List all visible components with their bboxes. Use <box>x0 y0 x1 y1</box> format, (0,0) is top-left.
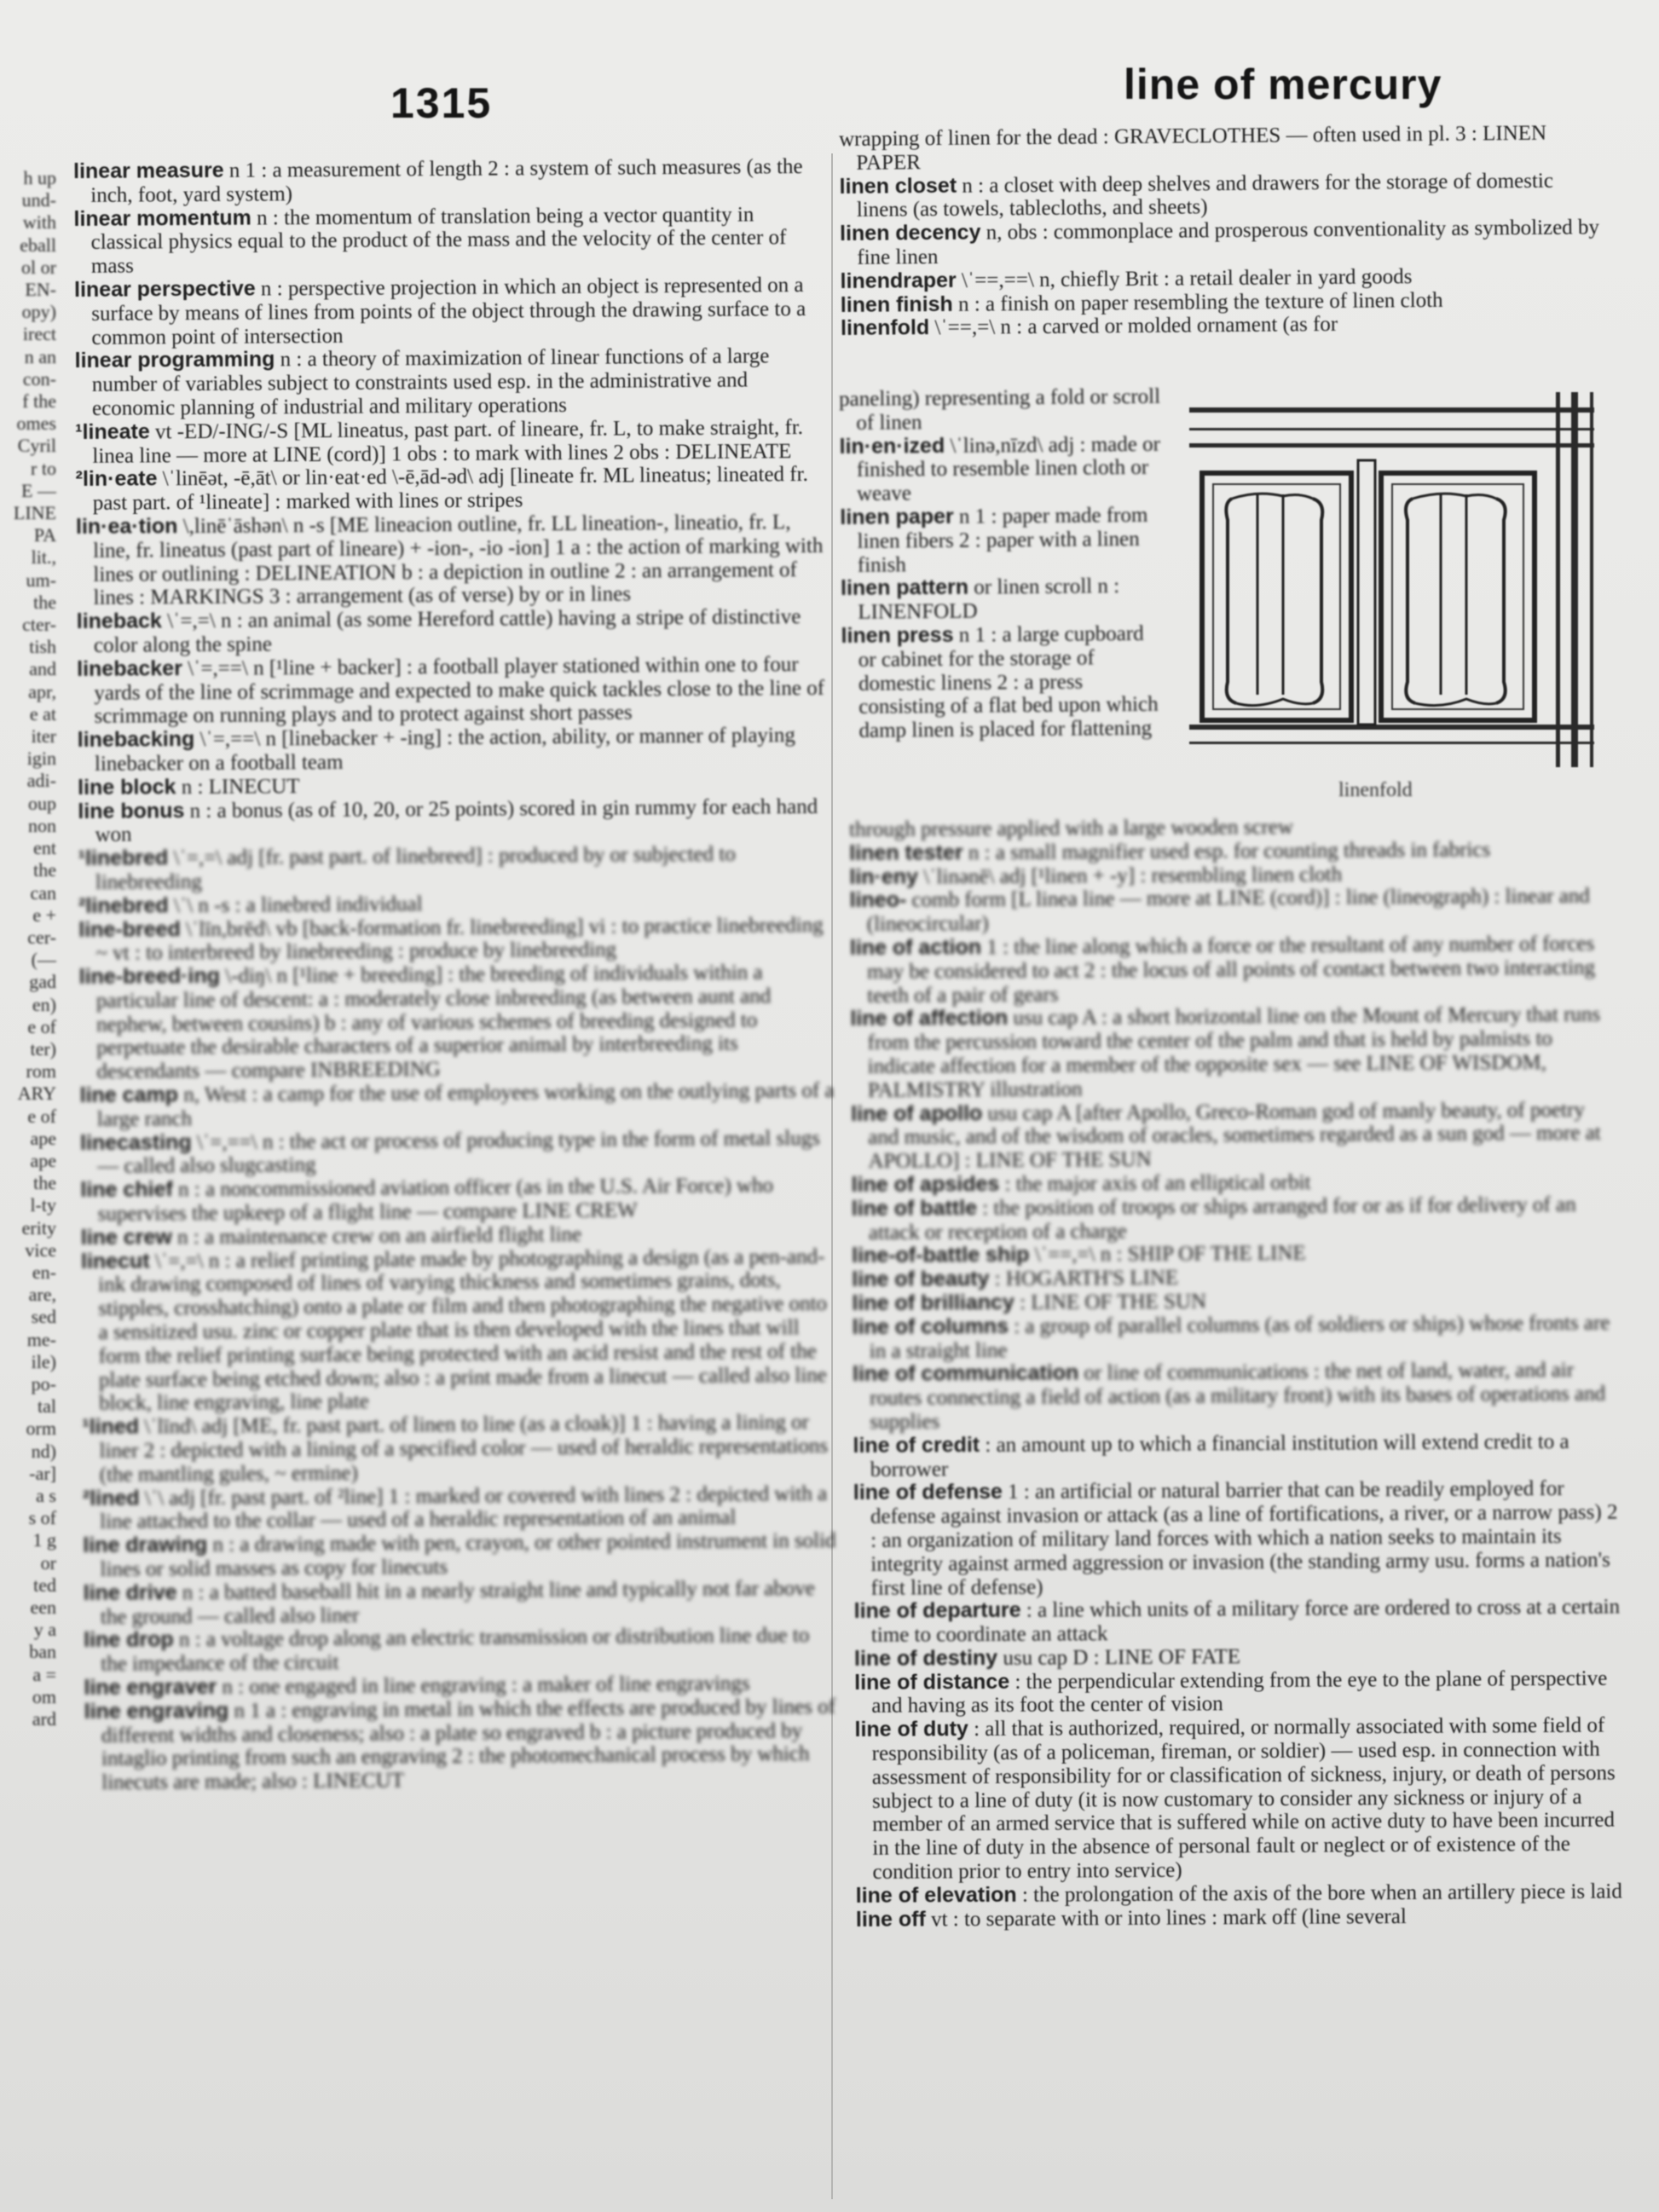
entry-headword: line of credit <box>853 1432 980 1458</box>
entry-headword: lineback <box>76 609 162 634</box>
entry-headword: line of defense <box>853 1480 1003 1505</box>
adjacent-page-edge <box>0 167 56 2212</box>
entry-headword: linecut <box>80 1249 150 1273</box>
entry-headword: lin·en·ized <box>839 433 945 459</box>
dictionary-entry <box>81 1245 839 1416</box>
entry-headword: linen closet <box>839 173 957 199</box>
entry-headword: line-breed·ing <box>78 963 221 990</box>
entry-definition: n : perspective projection in which an object is represented on a surface by means of lines from points of the object through the drawing surface to a common point of intersection <box>91 274 806 349</box>
dictionary-entry <box>83 1529 840 1582</box>
edge-fragment: gad <box>29 971 56 993</box>
edge-fragment: ard <box>32 1708 56 1730</box>
entry-definition: : a group of parallel columns (as of soldiers or ships) whose fronts are in a straight line <box>869 1311 1610 1363</box>
edge-fragment: nd) <box>31 1440 56 1462</box>
edge-fragment: eball <box>20 234 56 256</box>
entry-headword: line of columns <box>852 1314 1009 1339</box>
dictionary-entry <box>77 653 835 730</box>
entry-definition: n : a small magnifier used esp. for counting threads in fabrics <box>962 838 1491 864</box>
entry-headword: line-of-battle ship <box>852 1243 1030 1268</box>
entry-headword: line of beauty <box>852 1267 990 1292</box>
entry-headword: line off <box>855 1907 926 1932</box>
linenfold-illustration-icon <box>1189 392 1611 810</box>
entry-definition: : HOGARTH'S LINE <box>989 1266 1179 1291</box>
entry-definition: \ˈlīn,brēd\ vb [back-formation fr. linebreeding] vi : to practice linebreeding ~ vt : to interbreed by linebreeding : produce by linebreeding <box>95 913 824 966</box>
dictionary-entry <box>75 344 833 421</box>
dictionary-entry <box>74 274 832 350</box>
entry-definition: : the major axis of an elliptical orbit <box>999 1170 1311 1196</box>
entry-definition: n : a closet with deep shelves and drawers for the storage of domestic linens (as towels, tablecloths, and sheets) <box>856 169 1554 222</box>
edge-fragment: ted <box>33 1574 56 1596</box>
entry-definition: n 1 a : engraving in metal in which the effects are produced by lines of different widths and closeness; also : a plate so engraved b : a picture produced by intaglio printing from such an engraving 2 : the photomechanical process by which linecuts are made; also : LINECUT <box>101 1695 836 1795</box>
entry-headword: ¹lineate <box>75 419 150 444</box>
edge-fragment: ape <box>30 1149 56 1171</box>
dictionary-entry <box>840 216 1607 269</box>
entry-headword: line drop <box>84 1627 174 1653</box>
entry-headword: line of communication <box>852 1360 1079 1387</box>
entry-headword: linen press <box>841 622 954 648</box>
dictionary-entry <box>854 1714 1622 1885</box>
dictionary-entry <box>84 1577 841 1630</box>
guide-word: line of mercury <box>1124 61 1442 108</box>
entry-headword: linear measure <box>72 158 224 183</box>
left-column <box>73 155 841 1795</box>
entry-headword: line of battle <box>851 1195 978 1221</box>
entry-headword: line engraving <box>84 1698 229 1724</box>
entry-headword: linen decency <box>839 220 981 246</box>
entry-definition: \ˈlīnd\ adj [ME, fr. past part. of linen to line (as a cloak)] 1 : having a lining or liner 2 : depicted with a lining of a specified color — used of heraldic representations (the mantling gules, ~ ermine) <box>99 1411 829 1487</box>
entry-headword: linear perspective <box>73 276 256 302</box>
entry-definition: n 1 : a large cupboard or cabinet for the storage of domestic linens 2 : a press consisting of a flat bed upon which damp linen is placed for flattening <box>858 621 1159 742</box>
entry-definition: n : a batted baseball hit in a nearly straight line and typically not far above the ground — called also liner <box>100 1576 815 1629</box>
edge-fragment: en) <box>32 993 56 1015</box>
entry-definition: usu cap D : LINE OF FATE <box>997 1645 1241 1670</box>
entry-definition: vt -ED/-ING/-S [ML lineatus, past part. of lineare, fr. L, to make straight, fr. linea line — more at LINE (cord)] 1 obs : to mark with lines 2 obs : DELINEATE <box>92 415 804 468</box>
edge-fragment: y a <box>33 1619 56 1641</box>
edge-fragment: h up <box>23 167 56 188</box>
dictionary-entry <box>841 622 1165 743</box>
edge-fragment: e at <box>29 702 56 725</box>
entry-headword: line chief <box>80 1177 173 1203</box>
right-column-narrow <box>839 385 1166 743</box>
entry-headword: line engraver <box>84 1674 217 1700</box>
edge-fragment: opy) <box>21 301 56 323</box>
entry-definition: or line of communications : the net of land, water, and air routes connecting a field of action (as a military front) with its bases of operations and supplies <box>870 1359 1606 1434</box>
edge-fragment: adi- <box>26 770 56 792</box>
entry-definition: : all that is authorized, required, or normally associated with some field of responsibility (as of a policeman, fireman, or soldier) — used esp. in connection with assessment of responsibility for or classification of sickness, injury, or death of persons subject to a line of duty (it is now customary to consider any sickness or injury of a member of an armed service that is suffered while on active duty to have been incurred in the line of duty in the absence of personal fault or neglect or of existence of the condition prior to entry into service) <box>871 1713 1616 1884</box>
entry-headword: linear momentum <box>73 205 251 231</box>
entry-headword: ²lin·eate <box>75 466 158 492</box>
edge-fragment: tish <box>29 636 56 658</box>
edge-fragment: E — <box>21 479 56 501</box>
edge-fragment: LINE <box>13 502 56 524</box>
dictionary-entry <box>84 1624 841 1677</box>
edge-fragment: cer- <box>27 926 56 948</box>
entry-headword: linendraper <box>840 268 957 293</box>
entry-definition: paneling) representing a fold or scroll of linen <box>839 384 1161 435</box>
edge-fragment: the <box>33 591 56 613</box>
dictionary-entry <box>854 1596 1621 1648</box>
edge-fragment: e of <box>27 1105 56 1127</box>
dictionary-entry <box>853 1429 1620 1481</box>
edge-fragment: ban <box>29 1641 56 1663</box>
edge-fragment: are, <box>28 1284 56 1306</box>
edge-fragment: um- <box>26 569 56 591</box>
entry-headword: ¹linebred <box>78 846 169 871</box>
edge-fragment: ape <box>30 1127 56 1149</box>
edge-fragment: ARY <box>17 1083 56 1105</box>
entry-definition: 1 : an artificial or natural barrier that can be readily employed for defense against invasion or attack (as a line of fortifications, a river, or a narrow pass) 2 : an organization of military land forces with which a nation seeks to maintain its integrity against armed aggression or invasion (the standing army usu. forms a nation's first line of defense) <box>870 1477 1618 1600</box>
right-column-top <box>839 121 1608 341</box>
entry-definition: : a line which units of a military force are ordered to cross at a certain time to coordinate an attack <box>870 1595 1621 1647</box>
entry-headword: line block <box>78 774 176 800</box>
dictionary-entry <box>83 1481 840 1534</box>
dictionary-entry <box>839 385 1163 436</box>
edge-fragment: PA <box>33 524 56 546</box>
entry-definition: \ˈ=,=\ adj [fr. past part. of linebreed] : produced by or subjected to linebreeding <box>95 842 736 894</box>
entry-headword: line of apollo <box>851 1100 983 1126</box>
entry-definition: wrapping of linen for the dead : GRAVECLOTHES — often used in pl. 3 : LINEN PAPER <box>839 121 1547 175</box>
edge-fragment: irect <box>22 323 56 345</box>
entry-definition: : the prolongation of the axis of the bore when an artillery piece is laid <box>1016 1880 1622 1907</box>
edge-fragment: vice <box>25 1239 56 1261</box>
edge-fragment: sed <box>31 1306 56 1328</box>
dictionary-entry <box>853 1311 1620 1363</box>
dictionary-entry <box>76 511 834 610</box>
dictionary-entry <box>80 1174 837 1227</box>
entry-definition: n : a voltage drop along an electric transmission or distribution line due to the impedance of the circuit <box>101 1624 810 1677</box>
edge-fragment: und- <box>21 189 56 211</box>
edge-fragment: l-ty <box>30 1194 56 1216</box>
entry-definition: n : a theory of maximization of linear functions of a large number of variables subject to constraints used esp. in the administrative and economic planning of industrial and military operations <box>91 344 770 420</box>
edge-fragment: r to <box>31 457 56 479</box>
dictionary-entry <box>840 504 1165 578</box>
entry-definition: n : a maintenance crew on an airfield flight line <box>171 1222 582 1250</box>
edge-fragment: f the <box>22 390 56 413</box>
entry-definition: \ˈ=,=\ n : an animal (as some Hereford cattle) having a stripe of distinctive color along the spine <box>93 605 801 657</box>
edge-fragment: can <box>30 881 56 904</box>
entry-headword: linebacker <box>77 656 182 681</box>
entry-definition: \ˈ=,==\ n [¹line + backer] : a football player stationed within one to four yards of the line of scrimmage and expected to make quick tackles close to the line of scrimmage on running plays and to protect against short passes <box>94 652 825 729</box>
edge-fragment: e + <box>32 904 56 926</box>
edge-fragment: Cyril <box>17 435 56 457</box>
edge-fragment: with <box>22 211 56 234</box>
dictionary-entry <box>852 1193 1619 1245</box>
entry-definition: n : one engaged in line engraving : a maker of line engravings <box>217 1672 750 1699</box>
dictionary-entry <box>841 575 1165 625</box>
edge-fragment: oup <box>28 792 56 814</box>
edge-fragment: -ar] <box>29 1462 56 1484</box>
entry-headword: linecasting <box>79 1129 192 1155</box>
entry-headword: line of affection <box>850 1006 1009 1031</box>
entry-headword: line-breed <box>78 916 181 942</box>
edge-fragment: ile) <box>31 1350 56 1372</box>
entry-definition: : LINE OF THE SUN <box>1014 1290 1207 1314</box>
entry-headword: ²linebred <box>78 892 169 918</box>
dictionary-entry <box>80 1126 837 1179</box>
entry-headword: line of duty <box>854 1717 968 1742</box>
dictionary-entry <box>79 961 837 1084</box>
entry-definition: n : a noncommissioned aviation officer (as in the U.S. Air Force) who supervises the upkeep of a flight line — compare LINE CREW <box>97 1174 774 1226</box>
dictionary-entry <box>78 794 835 847</box>
dictionary-entry <box>80 1079 837 1132</box>
entry-headword: line of action <box>849 935 982 960</box>
edge-fragment: rom <box>26 1060 56 1083</box>
edge-fragment: a = <box>32 1663 56 1685</box>
entry-headword: line camp <box>79 1083 179 1108</box>
dictionary-entry <box>78 913 835 966</box>
entry-headword: line of brilliancy <box>852 1290 1014 1315</box>
entry-definition: n : LINECUT <box>176 774 300 799</box>
entry-headword: linenfold <box>840 315 930 341</box>
edge-fragment: me- <box>26 1328 56 1350</box>
entry-definition: n 1 : paper made from linen fibers 2 : paper with a linen finish <box>857 503 1148 577</box>
entry-definition: vt : to separate with or into lines : mark off (line several <box>925 1904 1407 1932</box>
dictionary-entry <box>839 169 1606 222</box>
edge-fragment: (— <box>31 949 56 971</box>
dictionary-entry <box>853 1359 1620 1435</box>
entry-headword: ²lined <box>82 1486 140 1510</box>
edge-fragment: and <box>29 658 56 680</box>
edge-fragment: or <box>40 1551 56 1574</box>
edge-fragment: en- <box>32 1261 56 1283</box>
entry-headword: lin·ea·tion <box>75 514 178 539</box>
entry-headword: linen pattern <box>840 575 969 601</box>
entry-definition: n : a drawing made with pen, crayon, or other pointed instrument in solid lines or solid masses as copy for linecuts <box>100 1529 836 1581</box>
entry-headword: ¹lined <box>82 1414 140 1440</box>
edge-fragment: omes <box>16 413 56 435</box>
entry-definition: \ˈ==,=\ n : a carved or molded ornament (as for <box>929 313 1338 340</box>
edge-fragment: ol or <box>21 256 56 278</box>
entry-headword: line drawing <box>83 1533 208 1558</box>
dictionary-entry <box>76 463 833 516</box>
entry-definition: \ˈ=,==\ n [linebacker + -ing] : the action, ability, or manner of playing linebacker on a football team <box>94 724 795 776</box>
figure-caption: linenfold <box>1338 779 1413 801</box>
entry-definition: through pressure applied with a large wooden screw <box>849 815 1294 841</box>
dictionary-entry <box>853 1477 1621 1600</box>
entry-headword: line of distance <box>854 1669 1010 1695</box>
edge-fragment: po- <box>31 1372 56 1395</box>
edge-fragment: igin <box>26 748 56 770</box>
dictionary-entry <box>850 932 1617 1008</box>
edge-fragment: apr, <box>28 680 56 702</box>
edge-fragment: erity <box>21 1216 56 1239</box>
entry-definition: : an amount up to which a financial institution will extend credit to a borrower <box>870 1429 1569 1481</box>
dictionary-entry <box>78 724 835 777</box>
entry-definition: n, West : a camp for the use of employees working on the outlying parts of a large ranch <box>96 1078 835 1131</box>
entry-headword: line of departure <box>853 1598 1021 1624</box>
dictionary-entry <box>75 416 832 469</box>
edge-fragment: s of <box>28 1507 56 1529</box>
entry-definition: \ˈ=,==\ n : the act or process of producing type in the form of metal slugs — called also slugcasting <box>97 1126 820 1179</box>
entry-definition: n : the momentum of translation being a vector quantity in classical physics equal to the product of the mass and the velocity of the center of mass <box>90 203 787 279</box>
edge-fragment: a s <box>36 1484 56 1506</box>
entry-headword: line bonus <box>78 798 185 823</box>
entry-headword: linebacking <box>77 727 195 753</box>
edge-fragment: tal <box>38 1395 56 1418</box>
entry-definition: : the perpendicular extending from the eye to the plane of perspective and having as its foot the center of vision <box>871 1666 1608 1718</box>
edge-fragment: ent <box>33 837 56 859</box>
entry-definition: \ˈ=,=\ n : a relief printing plate made by photographing a design (as a pen-and-ink drawing composed of lines of varying thickness and sometimes grains, dots, stipples, crosshatching) onto a plate or film and then photographing the negative onto a sensitized usu. zinc or copper plate that is then developed with the lines that will form the relief printing surface being protected with an acid resist and the rest of the plate surface being etched down; also : a print made from a linecut — called also line block, line engraving, line plate <box>98 1245 828 1416</box>
page-number: 1315 <box>390 79 493 127</box>
entry-definition: \ˈ\ adj [fr. past part. of ²line] 1 : marked or covered with lines 2 : depicted with a line attached to the collar — used of a heraldic representation of an animal <box>100 1481 828 1534</box>
edge-fragment: e of <box>27 1015 56 1037</box>
right-column-bottom <box>849 814 1623 1932</box>
entry-headword: line of elevation <box>855 1882 1017 1908</box>
entry-headword: line of destiny <box>853 1645 998 1671</box>
entry-headword: linen tester <box>849 840 963 865</box>
entry-definition: \ˈ==,=\ n : SHIP OF THE LINE <box>1029 1242 1306 1268</box>
entry-definition: 1 : the line along which a force or the resultant of any number of forces may be considered to act 2 : the locus of all points of contact between two interacting teeth of a pair of gears <box>867 932 1596 1008</box>
entry-definition: usu cap A [after Apollo, Greco-Roman god of manly beauty, of poetry and music, and of the wisdom of oracles, sometimes regarded as a sun god — more at APOLLO] : LINE OF THE SUN <box>868 1098 1601 1174</box>
entry-definition: n 1 : a measurement of length 2 : a system of such measures (as the inch, foot, yard system) <box>90 155 803 207</box>
edge-fragment: cter- <box>22 614 56 636</box>
entry-definition: \,linēˈāshən\ n -s [ME lineacion outline, fr. LL lineation-, lineatio, fr. L, line, fr. lineatus (past part of lineare) + -ion-, -io -ion] 1 a : the action of marking with lines or outlining : DELINEATION b : a depiction in outline 2 : an arrangement of lines : MARKINGS 3 : arrangement (as of verse) by or in lines <box>93 511 824 610</box>
entry-definition: comb form [L linea line — more at LINE (cord)] : line (lineograph) : linear and (lineocircular) <box>866 885 1590 937</box>
dictionary-entry <box>850 1003 1618 1103</box>
edge-fragment: the <box>33 1172 56 1194</box>
dictionary-entry <box>82 1411 840 1487</box>
edge-fragment: EN- <box>25 279 56 301</box>
dictionary-entry <box>839 432 1164 506</box>
entry-headword: line drive <box>83 1580 177 1605</box>
entry-definition: \ˈ==,==\ n, chiefly Brit : a retail dealer in yard goods <box>956 264 1413 292</box>
edge-fragment: iter <box>31 725 56 748</box>
entry-definition: \-diŋ\ n [¹line + breeding] : the breeding of individuals within a particular line of descent: a : moderately close inbreeding (as between aunt and nephew, between cousins) b : any of various schemes of breeding designed to perpetuate the desirable characters of a superior animal by interbreeding its descendants — compare INBREEDING <box>95 961 772 1084</box>
entry-headword: lin·eny <box>849 864 919 889</box>
entry-headword: lineo- <box>849 887 907 913</box>
dictionary-entry <box>84 1695 842 1795</box>
dictionary-entry <box>73 155 830 208</box>
entry-headword: linen paper <box>840 504 954 529</box>
dictionary-entry <box>78 842 835 895</box>
entry-definition: \ˈlinənē\ adj [¹linen + -y] : resembling linen cloth <box>917 863 1343 889</box>
edge-fragment: con- <box>22 367 56 390</box>
entry-definition: \ˈlinēət, -ē,āt\ or lin·eat·ed \-ē,ād-əd\ adj [lineate fr. ML lineatus; lineated fr. past part. of ¹lineate] : marked with lines or stripes <box>92 463 808 516</box>
edge-fragment: lit., <box>31 546 56 569</box>
edge-fragment: the <box>33 859 56 881</box>
entry-definition: : the position of troops or ships arranged for or as if for delivery of an attack or reception of a charge <box>868 1193 1576 1245</box>
entry-headword: line crew <box>80 1225 172 1250</box>
entry-definition: \ˈlinə,nīzd\ adj : made or finished to resemble linen cloth or weave <box>856 432 1161 506</box>
entry-definition: or linen scroll n : LINENFOLD <box>858 575 1120 624</box>
entry-definition: n, obs : commonplace and prosperous conventionality as symbolized by fine linen <box>857 216 1600 269</box>
edge-fragment: orm <box>26 1418 56 1440</box>
entry-definition: \ˈ\ n -s : a linebred individual <box>168 892 423 917</box>
dictionary-entry <box>841 311 1608 342</box>
edge-fragment: ter) <box>30 1037 56 1060</box>
dictionary-entry <box>850 885 1617 937</box>
edge-fragment: een <box>30 1597 56 1618</box>
edge-fragment: 1 g <box>32 1529 56 1551</box>
entry-definition: n : a bonus (as of 10, 20, or 25 points) scored in gin rummy for each hand won <box>95 794 818 847</box>
edge-fragment: n an <box>24 345 56 367</box>
dictionary-entry <box>854 1666 1621 1718</box>
entry-headword: line of apsides <box>851 1171 1000 1197</box>
dictionary-entry <box>77 605 834 658</box>
edge-fragment: om <box>32 1685 56 1707</box>
dictionary-entry <box>856 1903 1623 1932</box>
entry-definition: usu cap A : a short horizontal line on the Mount of Mercury that runs from the percussion toward the center of the palm and that is held by palmists to indicate affection for a member of the opposite sex — see LINE OF WISDOM, PALMISTRY illustration <box>867 1002 1601 1102</box>
dictionary-entry <box>73 202 831 279</box>
entry-headword: linear programming <box>74 347 275 373</box>
entry-headword: linen finish <box>840 292 953 317</box>
dictionary-entry <box>851 1098 1618 1174</box>
dictionary-entry <box>839 121 1606 175</box>
edge-fragment: non <box>28 814 56 836</box>
entry-definition: n : a finish on paper resembling the texture of linen cloth <box>952 288 1443 316</box>
